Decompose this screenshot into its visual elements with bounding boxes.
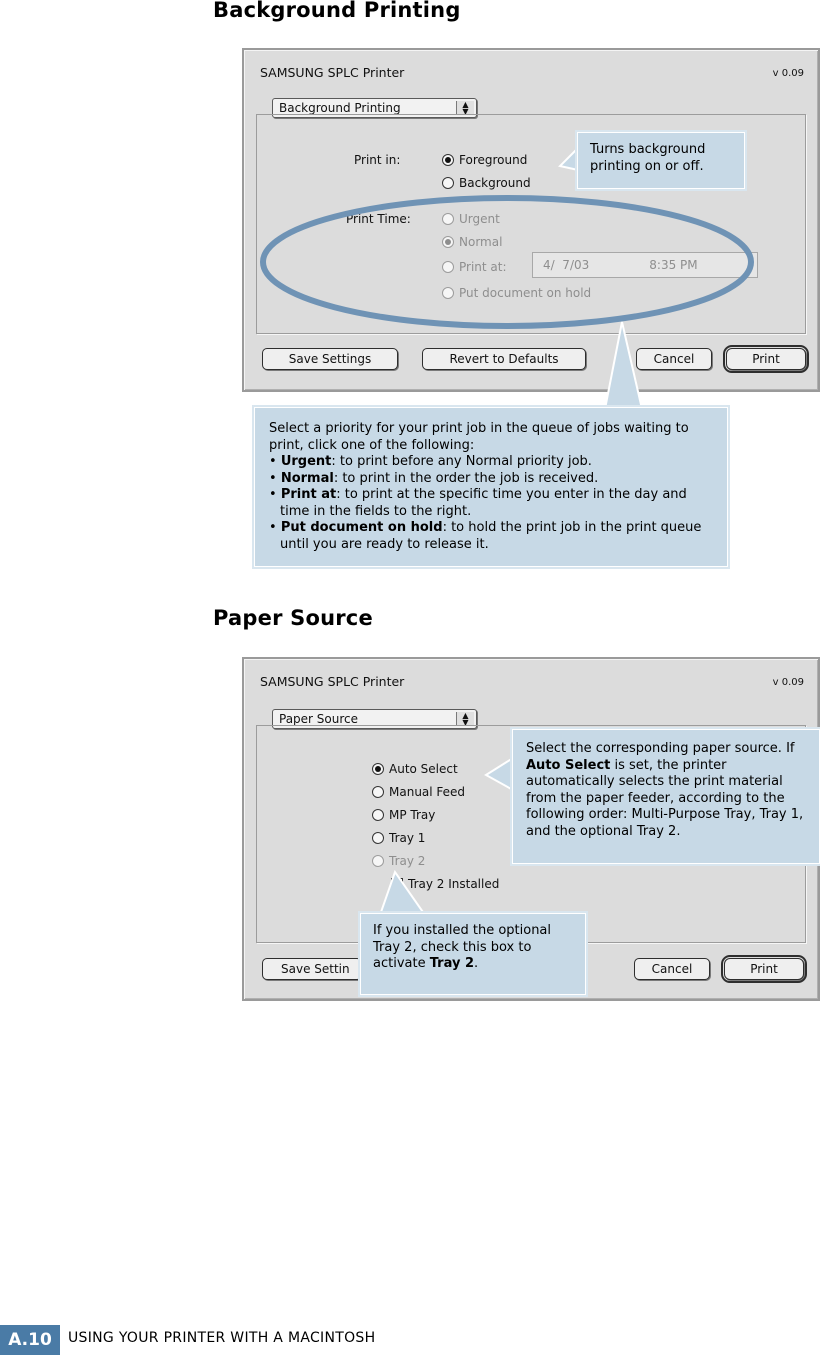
callout-item-hold: • Put document on hold: to hold the print job in the print queue until you are ready to release it. bbox=[269, 520, 702, 552]
callout-pointer-priority bbox=[605, 322, 642, 409]
section-heading-background-printing: Background Printing bbox=[213, 0, 461, 22]
print-time-label: Print Time: bbox=[346, 212, 411, 226]
footer-chapter-title: USING YOUR PRINTER WITH A MACINTOSH bbox=[68, 1330, 376, 1346]
radio-tray-2-label: Tray 2 bbox=[389, 854, 426, 868]
page-number-badge: A.10 bbox=[0, 1325, 60, 1355]
save-settings-button[interactable]: Save Settin bbox=[262, 958, 362, 980]
dialog-title: SAMSUNG SPLC Printer bbox=[260, 65, 405, 80]
print-button[interactable]: Print bbox=[726, 348, 806, 370]
desc: : to hold the print job in the print queue until you are ready to release it. bbox=[280, 520, 702, 552]
radio-normal-label: Normal bbox=[459, 235, 503, 249]
tray-2-installed-label: Tray 2 Installed bbox=[408, 877, 500, 891]
text-post: . bbox=[474, 956, 479, 971]
dialog-title: SAMSUNG SPLC Printer bbox=[260, 674, 405, 689]
term: Put document on hold bbox=[280, 520, 443, 535]
callout-print-priority bbox=[254, 407, 728, 567]
print-time-highlight-ellipse bbox=[263, 198, 751, 326]
print-button[interactable]: Print bbox=[724, 958, 804, 980]
term: Tray 2 bbox=[429, 956, 474, 971]
callout-background-toggle bbox=[577, 132, 745, 189]
text-post: is set, the printer automatically selects the print material from the paper feeder, according to the following order: Multi-Purpose Tray, Tray 1, and the optional Tray 2. bbox=[526, 757, 804, 839]
text-pre: Select the corresponding paper source. If bbox=[526, 741, 795, 756]
callout-pointer-tray2 bbox=[380, 872, 425, 915]
desc: : to print at the specific time you enter in the day and time in the fields to the right. bbox=[280, 487, 687, 519]
updown-arrows-icon: ▲ ▼ bbox=[456, 712, 474, 726]
callout-pointer-paper-source bbox=[486, 758, 513, 790]
radio-urgent-label: Urgent bbox=[459, 212, 500, 226]
cancel-button[interactable]: Cancel bbox=[634, 958, 710, 980]
term: Print at bbox=[280, 487, 337, 502]
callout-text bbox=[526, 741, 813, 840]
callout-pointer-top bbox=[560, 148, 578, 170]
text-pre: If you installed the optional Tray 2, check this box to activate bbox=[373, 923, 552, 971]
callout-text: Turns background printing on or off. bbox=[590, 142, 706, 174]
radio-print-at-label: Print at: bbox=[459, 260, 507, 274]
desc: : to print before any Normal priority job. bbox=[331, 454, 592, 469]
print-in-label: Print in: bbox=[354, 153, 401, 167]
radio-tray-1-label: Tray 1 bbox=[389, 831, 426, 845]
dialog-version: v 0.09 bbox=[772, 677, 804, 688]
radio-background-label: Background bbox=[459, 176, 531, 190]
radio-foreground-label: Foreground bbox=[459, 153, 528, 167]
save-settings-button[interactable]: Save Settings bbox=[262, 348, 398, 370]
popup-value: Paper Source bbox=[279, 712, 359, 726]
callout-tray2-installed bbox=[360, 913, 586, 995]
dialog-version: v 0.09 bbox=[772, 68, 804, 79]
cancel-button[interactable]: Cancel bbox=[636, 348, 712, 370]
callout-paper-source bbox=[512, 729, 820, 864]
callout-item-print-at: • Print at: to print at the specific time you enter in the day and time in the fields to the right. bbox=[269, 487, 687, 519]
callout-intro: Select a priority for your print job in the queue of jobs waiting to print, click one of the following: bbox=[269, 421, 689, 453]
radio-put-on-hold-label: Put document on hold bbox=[459, 286, 592, 300]
print-at-date: 4/ 7/03 bbox=[543, 258, 590, 272]
revert-to-defaults-button[interactable]: Revert to Defaults bbox=[422, 348, 586, 370]
popup-value: Background Printing bbox=[279, 101, 401, 115]
callout-item-normal: • Normal: to print in the order the job is received. bbox=[269, 470, 599, 486]
radio-auto-select-label: Auto Select bbox=[389, 762, 458, 776]
radio-mp-tray-label: MP Tray bbox=[389, 808, 436, 822]
print-at-time: 8:35 PM bbox=[649, 258, 698, 272]
updown-arrows-icon: ▲ ▼ bbox=[456, 101, 474, 115]
term: Urgent bbox=[280, 454, 332, 469]
section-heading-paper-source: Paper Source bbox=[213, 606, 373, 630]
radio-manual-feed-label: Manual Feed bbox=[389, 785, 466, 799]
term: Auto Select bbox=[526, 757, 611, 773]
callout-text bbox=[373, 923, 577, 973]
callout-item-urgent: • Urgent: to print before any Normal priority job. bbox=[269, 454, 592, 469]
term: Normal bbox=[280, 470, 334, 486]
desc: : to print in the order the job is received. bbox=[333, 470, 599, 486]
